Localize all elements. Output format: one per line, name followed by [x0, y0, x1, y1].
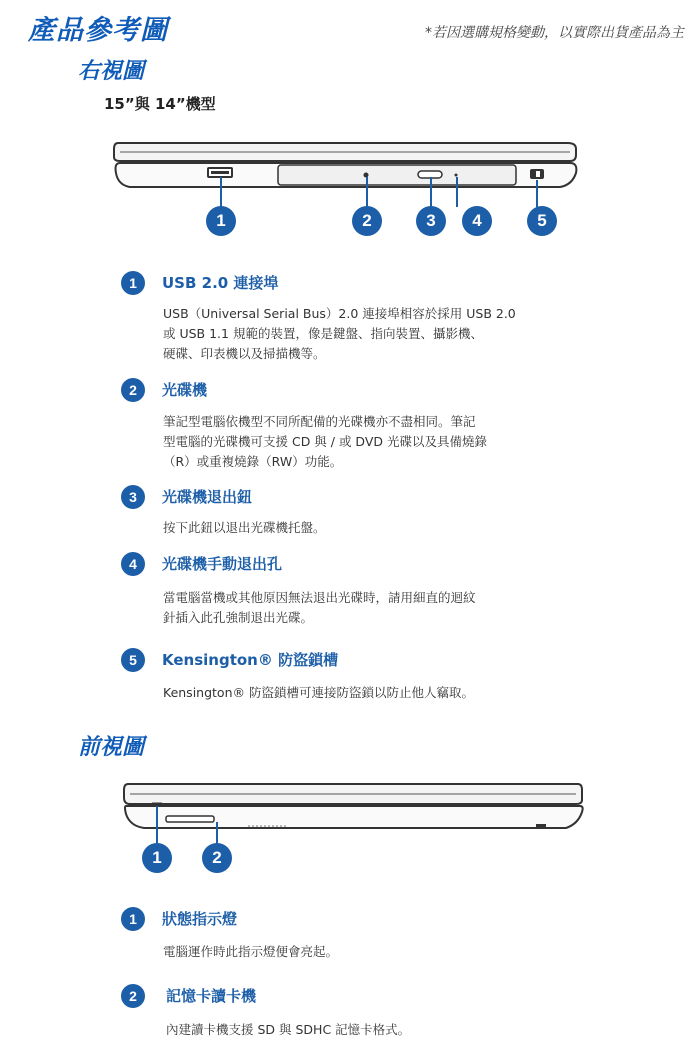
item-desc: 當電腦當機或其他原因無法退出光碟時，請用細直的迴紋 針插入此孔強制退出光碟。	[163, 590, 476, 625]
item-title: USB 2.0 連接埠	[162, 274, 279, 292]
item-badge: 4	[121, 552, 145, 576]
callout-line	[156, 806, 158, 844]
item-title: 記憶卡讀卡機	[166, 987, 257, 1005]
item-title: 光碟機手動退出孔	[162, 555, 283, 573]
front-view-heading: 前視圖	[78, 735, 145, 760]
callout-line	[366, 177, 368, 207]
laptop-front-illustration	[118, 780, 588, 835]
callout-badge: 3	[416, 206, 446, 236]
callout-badge: 5	[527, 206, 557, 236]
item-badge: 2	[121, 984, 145, 1008]
item-title: 光碟機退出鈕	[162, 488, 253, 506]
item-title: 狀態指示燈	[162, 910, 238, 928]
callout-badge: 2	[352, 206, 382, 236]
page-title: 產品參考圖	[28, 15, 168, 46]
callout-line	[536, 180, 538, 207]
callout-line	[216, 822, 218, 844]
callout-badge: 4	[462, 206, 492, 236]
item-desc: 按下此鈕以退出光碟機托盤。	[163, 520, 326, 535]
callout-badge: 1	[142, 843, 172, 873]
callout-line	[456, 177, 458, 207]
callout-line	[220, 177, 222, 207]
model-label: 15”與 14”機型	[104, 95, 216, 113]
item-badge: 3	[121, 485, 145, 509]
disclaimer-text: *若因選購規格變動，以實際出貨產品為主	[425, 25, 684, 41]
item-desc: 電腦運作時此指示燈便會亮起。	[163, 944, 339, 959]
item-badge: 1	[121, 271, 145, 295]
right-view-heading: 右視圖	[78, 59, 145, 84]
item-desc: 內建讀卡機支援 SD 與 SDHC 記憶卡格式。	[166, 1022, 411, 1037]
item-badge: 1	[121, 907, 145, 931]
item-badge: 5	[121, 648, 145, 672]
item-desc: USB（Universal Serial Bus）2.0 連接埠相容於採用 USB 2.0 或 USB 1.1 規範的裝置，像是鍵盤、指向裝置、攝影機、 硬碟、印表機以及掃描機等。	[163, 306, 516, 361]
item-title: 光碟機	[162, 381, 208, 399]
callout-line	[430, 177, 432, 207]
item-badge: 2	[121, 378, 145, 402]
laptop-right-side-illustration	[110, 135, 580, 195]
item-desc: Kensington® 防盜鎖槽可連接防盜鎖以防止他人竊取。	[163, 685, 474, 700]
item-title: Kensington® 防盜鎖槽	[162, 651, 339, 669]
item-desc: 筆記型電腦依機型不同所配備的光碟機亦不盡相同。筆記 型電腦的光碟機可支援 CD 與 / 或 DVD 光碟以及具備燒錄 （R）或重複燒錄（RW）功能。	[163, 414, 487, 469]
callout-badge: 2	[202, 843, 232, 873]
callout-badge: 1	[206, 206, 236, 236]
